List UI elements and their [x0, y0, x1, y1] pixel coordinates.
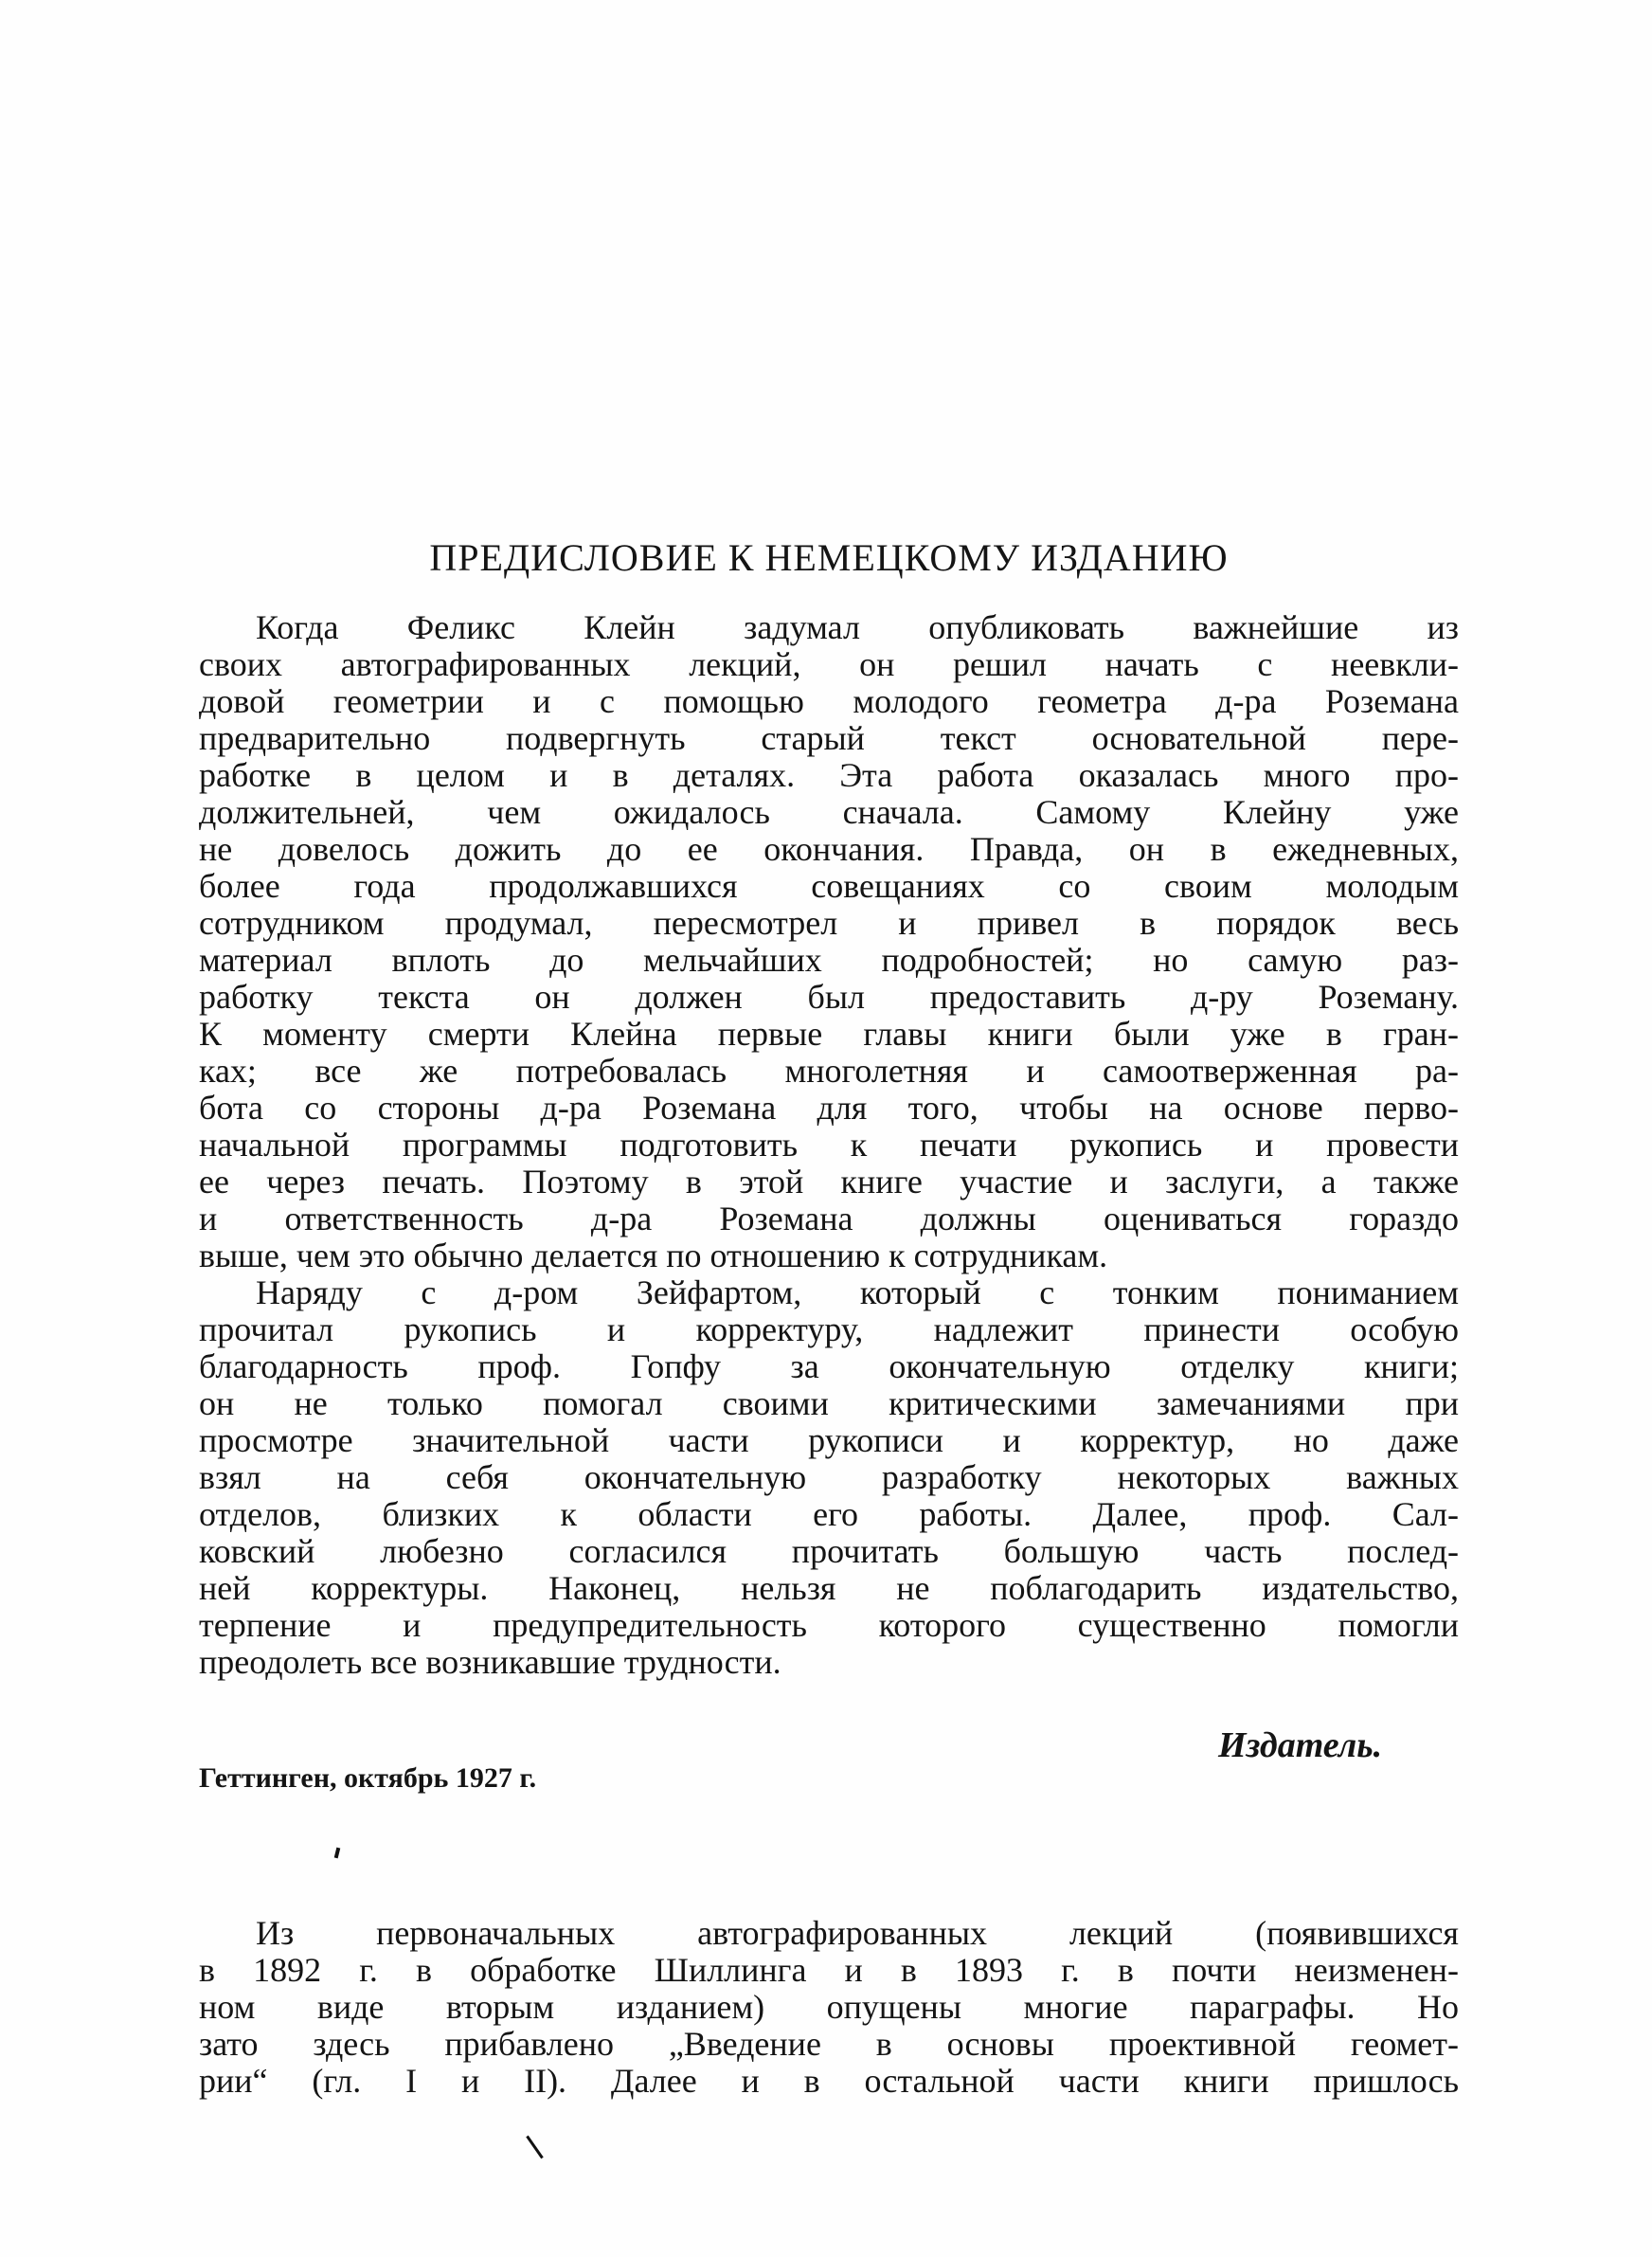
text-line: ней корректуры. Наконец, нельзя не поблагодарить издательство,: [199, 1569, 1459, 1607]
text-line: благодарность проф. Гопфу за окончательную отделку книги;: [199, 1347, 1459, 1385]
text-line: своих автографированных лекций, он решил начать с неевкли-: [199, 645, 1459, 683]
text-line: К моменту смерти Клейна первые главы книги были уже в гран-: [199, 1015, 1459, 1053]
text-line: более года продолжавшихся совещаниях со своим молодым: [199, 867, 1459, 905]
text-line: просмотре значительной части рукописи и корректур, но даже: [199, 1421, 1459, 1459]
text-line: в 1892 г. в обработке Шиллинга и в 1893 г. в почти неизменен-: [199, 1951, 1459, 1989]
text-line: преодолеть все возникавшие трудности.: [199, 1643, 781, 1681]
text-line: зато здесь прибавлено „Введение в основы проективной геомет-: [199, 2025, 1459, 2063]
text-line: рии“ (гл. I и II). Далее и в остальной части книги пришлось: [199, 2062, 1459, 2100]
text-line: Из первоначальных автографированных лекций (появившихся: [256, 1914, 1459, 1952]
text-line: прочитал рукопись и корректуру, надлежит принести особую: [199, 1310, 1459, 1348]
text-line: работку текста он должен был предоставить д-ру Роземану.: [199, 978, 1459, 1016]
text-line: ном виде вторым изданием) опущены многие параграфы. Но: [199, 1988, 1459, 2026]
signature: Издатель.: [1218, 1725, 1383, 1765]
text-line: начальной программы подготовить к печати рукопись и провести: [199, 1126, 1459, 1164]
text-line: довой геометрии и с помощью молодого геометра д-ра Роземана: [199, 682, 1459, 720]
text-line: бота со стороны д-ра Роземана для того, чтобы на основе перво-: [199, 1089, 1459, 1127]
page-title: ПРЕДИСЛОВИЕ К НЕМЕЦКОМУ ИЗДАНИЮ: [429, 536, 1229, 579]
text-line: ее через печать. Поэтому в этой книге участие и заслуги, а также: [199, 1163, 1459, 1201]
text-line: сотрудником продумал, пересмотрел и привел в порядок весь: [199, 904, 1459, 942]
print-speck: [526, 2136, 544, 2159]
text-line: работке в целом и в деталях. Эта работа оказалась много про-: [199, 756, 1459, 794]
text-line: Когда Феликс Клейн задумал опубликовать важнейшие из: [256, 608, 1459, 646]
place-date: Геттинген, октябрь 1927 г.: [199, 1762, 537, 1794]
text-line: ках; все же потребовалась многолетняя и самоотверженная ра-: [199, 1052, 1459, 1090]
text-line: терпение и предупредительность которого существенно помогли: [199, 1606, 1459, 1644]
print-speck: [334, 1848, 341, 1859]
text-line: предварительно подвергнуть старый текст основательной пере-: [199, 719, 1459, 757]
text-line: взял на себя окончательную разработку некоторых важных: [199, 1458, 1459, 1496]
text-line: отделов, близких к области его работы. Далее, проф. Сал-: [199, 1495, 1459, 1533]
text-line: не довелось дожить до ее окончания. Правда, он в ежедневных,: [199, 830, 1459, 868]
text-line: ковский любезно согласился прочитать большую часть послед-: [199, 1532, 1459, 1570]
text-line: материал вплоть до мельчайших подробностей; но самую раз-: [199, 941, 1459, 979]
text-line: должительней, чем ожидалось сначала. Самому Клейну уже: [199, 793, 1459, 831]
text-line: он не только помогал своими критическими замечаниями при: [199, 1384, 1459, 1422]
text-line: выше, чем это обычно делается по отношению к сотрудникам.: [199, 1237, 1108, 1274]
text-line: Наряду с д-ром Зейфартом, который с тонким пониманием: [256, 1273, 1459, 1311]
text-line: и ответственность д-ра Роземана должны оцениваться гораздо: [199, 1200, 1459, 1237]
